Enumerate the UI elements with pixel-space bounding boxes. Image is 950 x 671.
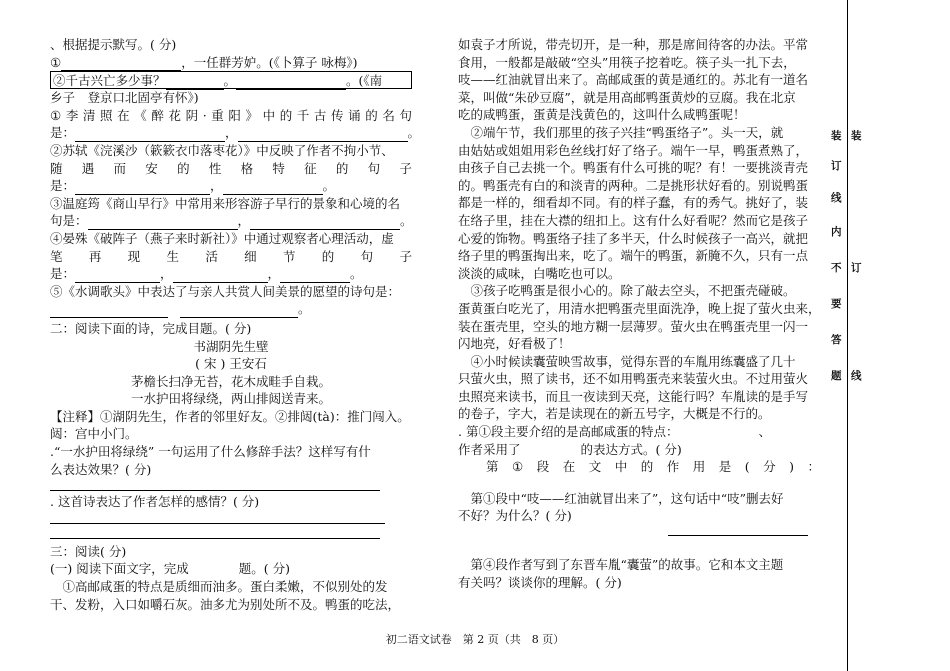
- q1-line-8: 是： ， 。: [50, 178, 336, 194]
- passage-line: 的。鸭蛋壳有白的和淡青的两种。二是挑形状好看的。别说鸭蛋: [458, 177, 809, 193]
- passage-line: 由孩子自己去挑一个。鸭蛋有什么可挑的呢？有！一要挑淡青壳: [458, 160, 809, 176]
- blank-field[interactable]: [250, 216, 400, 230]
- q1-line-10: 句是： ， 。: [50, 213, 413, 229]
- rq-question-4: 第④段作者写到了东晋车胤“囊萤”的故事。它和本文主题: [458, 557, 784, 573]
- rq-question-1-cont: 作者采用了 的表达方式。( 分): [458, 441, 682, 457]
- poem-note-2: 闼：宫中小门。: [50, 426, 138, 442]
- blank-field[interactable]: [166, 76, 224, 90]
- passage-line: ③孩子吃鸭蛋是很小心的。除了敲去空头，不把蛋壳碰破。: [458, 283, 796, 299]
- blank-field[interactable]: [88, 216, 238, 230]
- binding-char: 装: [831, 130, 842, 142]
- q1-line-1: ① ，一任群芳妒。(《卜算子 咏梅》): [50, 54, 358, 70]
- passage-line: 只萤火虫，照了读书，还不如用鸭蛋壳来装萤火虫。不过用萤火: [458, 371, 809, 387]
- binding-char: 答: [831, 334, 842, 346]
- passage-line: 由姑姑或姐姐用彩色丝线打好了络子。端午一早，鸭蛋煮熟了，: [458, 142, 809, 158]
- rq-question-4-cont: 有关吗？谈谈你的理解。( 分): [458, 574, 622, 590]
- blank-field[interactable]: [173, 269, 268, 283]
- binding-char: 装: [851, 130, 862, 142]
- q2-question-a-cont: 么表达效果？( 分): [50, 461, 152, 477]
- q1-line-15: 。: [50, 300, 412, 318]
- passage-line: ①高邮咸蛋的特点是质细而油多。蛋白柔嫩，不似别处的发: [50, 579, 388, 595]
- passage-line: 心爱的饰物。鸭蛋络子挂了多半天，什么时候孩子一高兴，就把: [458, 230, 809, 246]
- q1-line-14: ⑤《水调歌头》中表达了与亲人共赏人间美景的愿望的诗句是：: [50, 283, 401, 299]
- blank-field[interactable]: [50, 304, 168, 318]
- binding-char: 线: [851, 370, 862, 382]
- poem-line-2: 一水护田将绿绕，两山排闼送青来。: [130, 391, 331, 407]
- blank-field[interactable]: [521, 445, 581, 458]
- passage-line: 吱——红油就冒出来了。高邮咸蛋的黄是通红的。苏北有一道名: [458, 72, 809, 88]
- passage-line: 干、发粉，入口如嚼石灰。油多尤为别处所不及。鸭蛋的吃法，: [50, 596, 401, 612]
- rq-question-3-cont: 不好？为什么？( 分): [458, 508, 572, 524]
- q1-line-12: 笔 再 现 生 活 细 节 的 句 子: [50, 248, 412, 264]
- binding-line: [847, 0, 848, 671]
- poem-note-1: 【注释】①湖阴先生，作者的邻里好友。②排闼(tà)：推门闯入。: [50, 408, 410, 424]
- passage-line: 菜，叫做“朱砂豆腐”，就是用高邮鸭蛋黄炒的豆腐。我在北京: [458, 89, 796, 105]
- passage-line: 都是一样的，细看却不同。有的样子蠢，有的秀气。挑好了，装: [458, 195, 809, 211]
- q1-line-4: ① 李 清 照 在 《 醉 花 阴 · 重 阳 》 中 的 千 古 传 诵 的 名 句: [50, 107, 412, 123]
- passage-line: 络子里的鸭蛋掏出来，吃了。端午的鸭蛋，新腌不久，只有一点: [458, 248, 809, 264]
- q1-line-9: ③温庭筠《商山早行》中常用来形容游子早行的景象和心境的名: [50, 195, 401, 211]
- blank-field[interactable]: [238, 128, 408, 142]
- blank-field[interactable]: [223, 181, 323, 195]
- binding-char: 订: [831, 160, 842, 172]
- passage-line: 闪地亮，好看极了！: [458, 336, 571, 352]
- left-column: [50, 36, 421, 613]
- q1-line-2: ②千古兴亡多少事？ 。 。(《南: [50, 71, 412, 89]
- q1-line-13: 是： ， ， 。: [50, 266, 363, 282]
- passage-line: ②端午节，我们那里的孩子兴挂“鸭蛋络子”。头一天，就: [458, 124, 784, 140]
- blank-field[interactable]: [75, 269, 160, 283]
- binding-char: 线: [831, 192, 842, 204]
- binding-char: 订: [851, 262, 862, 274]
- rq-question-3: 第①段中“吱——红油就冒出来了”，这句话中“吱”删去好: [458, 490, 784, 506]
- page-footer: 初二语文试卷 第 2 页（共 8 页）: [385, 633, 565, 646]
- q1-line-11: ④晏殊《破阵子（燕子来时新社）》中通过观察者心理活动，虚: [50, 230, 394, 246]
- passage-line: 的卷子，字大，若是读现在的新五号字，大概是不行的。: [458, 406, 771, 422]
- q3-subheading: (一) 阅读下面文字，完成 题。( 分): [50, 561, 290, 577]
- poem-title: 书湖阴先生壁: [193, 338, 269, 354]
- binding-char: 要: [831, 298, 842, 310]
- passage-line: 吃的咸鸭蛋，蛋黄是浅黄色的，这叫什么咸鸭蛋呢！: [458, 107, 746, 123]
- passage-line: 蛋黄蛋白吃光了，用清水把鸭蛋壳里面洗净，晚上捉了萤火虫来，: [458, 300, 821, 316]
- passage-line: 虫照亮来读书，而且一夜读到天亮，这能行吗？车胤读的是手写: [458, 388, 809, 404]
- blank-field[interactable]: [236, 76, 346, 90]
- q1-line-5: 是： ， 。: [50, 125, 421, 141]
- blank-field[interactable]: [75, 128, 225, 142]
- right-column: [458, 36, 820, 591]
- rq-question-1: . 第①段主要介绍的是高邮咸蛋的特点： 、: [458, 424, 771, 440]
- passage-line: 装在蛋壳里，空头的地方糊一层薄罗。萤火虫在鸭蛋壳里一闪一: [458, 318, 809, 334]
- blank-field[interactable]: [280, 269, 350, 283]
- q1-line-3: 乡子 登京口北固亭有怀》): [50, 90, 199, 106]
- binding-char: 内: [831, 226, 842, 238]
- q1-heading: 、根据提示默写。( 分): [50, 37, 177, 52]
- binding-char: 不: [831, 262, 842, 274]
- passage-line: 淡淡的咸味，白嘴吃也可以。: [458, 265, 621, 281]
- binding-char: 题: [831, 370, 842, 382]
- blank-field[interactable]: [75, 181, 210, 195]
- q1-line-7: 随 遇 而 安 的 性 格 特 征 的 句 子: [50, 160, 412, 176]
- blank-field[interactable]: [180, 304, 298, 318]
- passage-line: 在络子里，挂在大襟的纽扣上。这有什么好看呢？然而它是孩子: [458, 212, 809, 228]
- passage-line: 如袁子才所说，带壳切开，是一种，那是席间待客的办法。平常: [458, 37, 809, 52]
- passage-line: ④小时候读囊萤映雪故事，觉得东晋的车胤用练囊盛了几十: [458, 353, 796, 369]
- answer-line[interactable]: [50, 538, 380, 539]
- q1-line-6: ②苏轼《浣溪沙（簌簌衣巾落枣花）》中反映了作者不拘小节、: [50, 142, 394, 158]
- q2-question-b: . 这首诗表达了作者怎样的感情？( 分): [50, 494, 260, 510]
- poem-author: ( 宋 ) 王安石: [195, 356, 267, 372]
- q2-heading: 二：阅读下面的诗，完成目题。( 分): [50, 320, 252, 336]
- q2-question-a: .“一水护田将绿绕” 一句运用了什么修辞手法？这样写有什: [50, 444, 371, 460]
- answer-line[interactable]: [50, 490, 380, 491]
- rq-question-2: 第 ① 段 在 文 中 的 作 用 是 ( 分 ) ：: [486, 459, 820, 475]
- q3-heading: 三：阅读( 分): [50, 543, 127, 559]
- blank-field[interactable]: [678, 428, 758, 441]
- poem-line-1: 茅檐长扫净无苔，花木成畦手自栽。: [130, 373, 331, 389]
- passage-line: 食用，一般都是敲破“空头”用筷子挖着吃。筷子头一扎下去，: [458, 54, 796, 70]
- blank-field[interactable]: [61, 57, 181, 71]
